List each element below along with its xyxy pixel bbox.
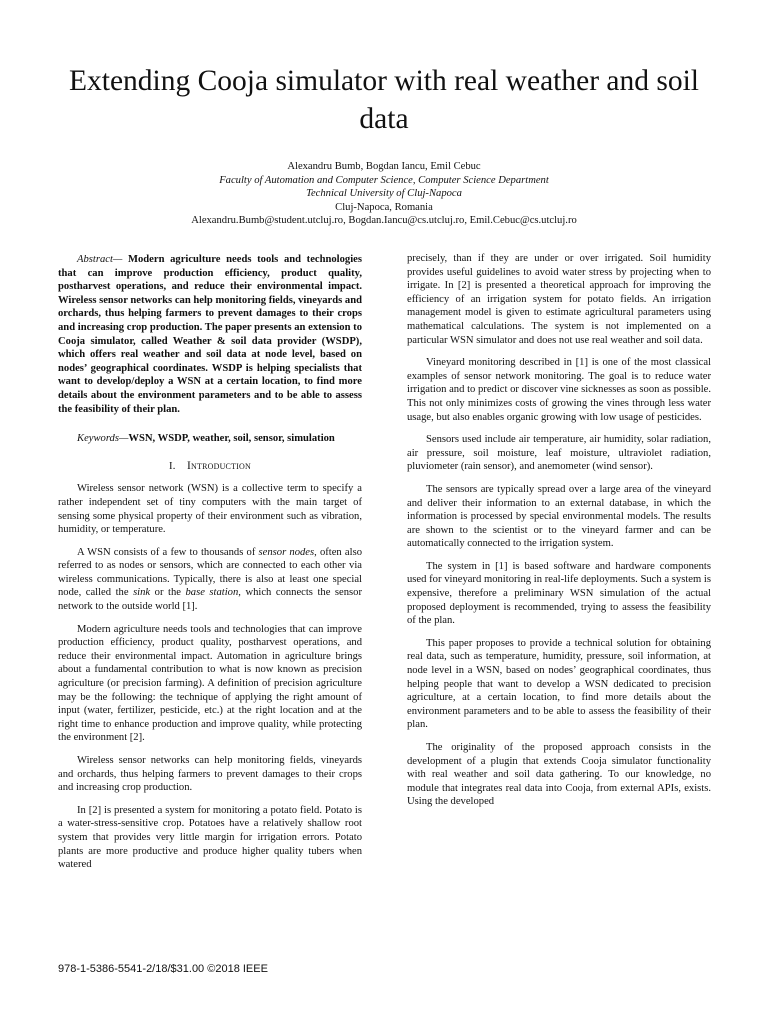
keywords-lead: Keywords— (77, 433, 129, 445)
author-emails: Alexandru.Bumb@student.utcluj.ro, Bogdan.Iancu@cs.utcluj.ro, Emil.Cebuc@cs.utcluj.ro (191, 215, 577, 227)
emphasis-sensor-nodes: sensor nodes (258, 546, 315, 558)
body-paragraph-continued: precisely, than if they are under or over irrigated. Soil humidity provides useful guidelines to avoid water stress by projecting when to irrigate. In [2] is presented a theoretical approach for improving the efficiency of an irrigation system for potato fields. An irrigation management model is given to estimate agricultural parameters using mathematical calculations. The system is not implemented on a particular WSN simulator and does not use real weather and soil data. (407, 253, 711, 346)
body-paragraph-proposal: This paper proposes to provide a technical solution for obtaining real data, such as temperature, humidity, pressure, soil information, at node level in a WSN, based on nodes’ geographical coordinates, thus helping people that want to develop a WSN dedicated to precision agriculture, at a certain location, to find more details about the environment parameters and to be able to assess the feasibility of their plan. (407, 637, 711, 731)
copyright-footer: 978-1-5386-5541-2/18/$31.00 ©2018 IEEE (58, 963, 268, 975)
author-names: Alexandru Bumb, Bogdan Iancu, Emil Cebuc (287, 161, 481, 172)
paper-title: Extending Cooja simulator with real weather and soil data (68, 65, 699, 135)
text-run: , often also referred to as nodes or sensors, which are connected to each other via wireless communications. Typically, there is also at least one special node, called the (58, 546, 362, 599)
keywords-text: WSN, WSDP, weather, soil, sensor, simulation (128, 433, 335, 445)
text-run: , which connects the sensor network to the outside world [1]. (58, 587, 362, 613)
right-column (407, 252, 711, 818)
body-paragraph-system: The system in [1] is based software and hardware components used for vineyard monitoring in real-life deployments. Such a system is expensive, therefore a preliminary WSN simulation of the actual proposed deployment is recommended, trying to assess the feasibility of the plan. (407, 560, 711, 627)
author-university: Technical University of Cluj-Napoca (306, 188, 462, 200)
abstract-text: Modern agriculture needs tools and technologies that can improve production efficiency, product quality, postharvest operations, and reduce their environmental impact. Wireless sensor networks can help monitoring fields, vineyards and orchards, thus helping farmers to prevent damages to their crops and increasing crop production. The paper presents an extension to Cooja simulator, called Weather & soil data provider (WSDP), which offers real weather and soil data at node level, based on nodes’ geographical coordinates. WSDP is helping specialists that want to develop/deploy a WSN at a certain location, to find more details about the environment parameters and to be able to assess the feasibility of their plan. (58, 254, 363, 415)
abstract (58, 253, 362, 416)
body-paragraph-spread: The sensors are typically spread over a large area of the vineyard and deliver their information to an external database, in which the information is processed by special environmental models. The results are shown to the scientist or to the vineyard farmer and can be automatically connected to the irrigation system. (407, 483, 711, 550)
intro-paragraph-4: Wireless sensor networks can help monitoring fields, vineyards and orchards, thus helping farmers to prevent damages to their crops and increasing crop production. (58, 755, 362, 794)
section-number: I. (169, 460, 176, 472)
abstract-lead: Abstract— (77, 254, 123, 265)
body-paragraph-originality: The originality of the proposed approach consists in the development of a plugin that extends Cooja simulator functionality with real weather and soil data gathering. To our knowledge, no module that integrates real data into Cooja, from external APIs, exists. Using the developed (407, 742, 711, 808)
author-block (100, 160, 668, 228)
emphasis-base-station: base station (185, 587, 239, 599)
intro-paragraph-3: Modern agriculture needs tools and technologies that can improve production efficiency, product quality, postharvest operations, and reduce their environmental impact. Automation in agriculture brings about a fundamental contribution to what is now known as precision agriculture (or precision farming). A definition of precision agriculture may be the following: the technique of applying the right amount of input (water, fertilizer, pesticide, etc.) at the right location and at the right time to enhance production and improve quality, while protecting the environment [2]. (58, 623, 362, 744)
body-paragraph-vineyard: Vineyard monitoring described in [1] is one of the most classical examples of sensor network monitoring. The goal is to reduce water irrigation and to predict or discover vine sicknesses as soon as possible. This not only minimizes costs of growing the vines through less water usage, but also enables organic growing with low usage of pesticides. (407, 357, 711, 423)
keywords (58, 432, 362, 446)
left-column (58, 253, 362, 881)
text-run: or the (150, 587, 186, 599)
emphasis-sink: sink (133, 587, 151, 599)
text-run: A WSN consists of a few to thousands of (77, 546, 259, 558)
author-faculty: Faculty of Automation and Computer Science, Computer Science Department (219, 174, 549, 186)
section-title: Introduction (186, 459, 251, 472)
intro-paragraph-1: Wireless sensor network (WSN) is a collective term to specify a rather independent set of tiny computers with the main target of sensing some physical property of their environment such as vibration, humidity, or temperature. (58, 483, 362, 536)
intro-paragraph-5: In [2] is presented a system for monitoring a potato field. Potato is a water-stress-sensitive crop. Potatoes have a relatively shallow root system that provides very little margin for irrigation errors. Potato plants are more productive and produce higher quality tubers when watered (58, 804, 362, 871)
body-paragraph-sensors: Sensors used include air temperature, air humidity, solar radiation, air pressure, soil moisture, leaf moisture, ultraviolet radiation, pluviometer (rain sensor), and anemometer (wind sensor). (407, 434, 711, 473)
intro-paragraph-2 (58, 546, 362, 614)
author-location: Cluj-Napoca, Romania (335, 201, 433, 213)
section-heading-introduction (58, 460, 362, 474)
